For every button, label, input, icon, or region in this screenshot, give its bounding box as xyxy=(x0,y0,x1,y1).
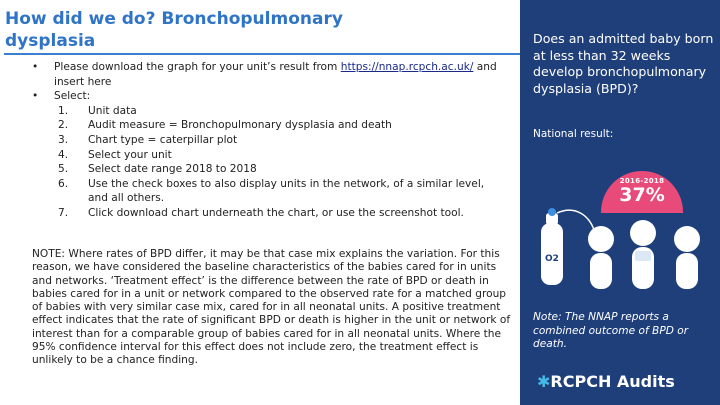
instructions-list xyxy=(32,60,507,221)
step-number: 1. xyxy=(58,104,69,117)
step-number: 6. xyxy=(58,177,69,190)
result-panel xyxy=(520,0,720,405)
slide-title: How did we do? Bronchopulmonary dysplasia xyxy=(5,9,343,51)
step-number: 5. xyxy=(58,163,69,176)
logo-text: RCPCH Audits xyxy=(550,372,675,391)
step-number: 3. xyxy=(58,133,69,146)
select-label: Select: xyxy=(54,90,91,103)
logo-star-icon: ✱ xyxy=(537,372,551,391)
step-item xyxy=(54,118,507,133)
baby-icon-2 xyxy=(630,220,656,289)
bullet: • xyxy=(32,90,39,103)
panel-question: Does an admitted baby born at less than 32 weeks develop bronchopulmonary dysplasia (BPD)? xyxy=(533,31,714,96)
badge-years: 2016-2018 xyxy=(619,177,665,185)
title-underline xyxy=(4,53,520,55)
step-text: Use the check boxes to also display units in the network, of a similar level, and all others. xyxy=(88,177,485,205)
cylinder-label: O2 xyxy=(545,254,559,264)
instruction-item-download xyxy=(32,60,507,89)
step-number: 7. xyxy=(58,206,69,219)
national-result-label: National result: xyxy=(533,128,614,140)
case-mix-note: NOTE: Where rates of BPD differ, it may be that case mix explains the variation. For this reason, we have considered the baseline characteristics of the babies cared for in units and networks. ‘Treatment effect’ is the difference between the rate of BPD or death in babies cared for in a unit or network compared to the observed rate for a matched group of babies with very similar case mix, cared for in all neonatal units. A positive treatment effect indicates that the rate of significant BPD or death is higher in the unit or network of interest than for a comparable group of babies cared for in all neonatal units. Where the 95% confidence interval for this effect does not include zero, the treatment effect is unlikely to be a chance finding. xyxy=(32,248,511,367)
nnap-link[interactable]: https://nnap.rcpch.ac.uk/ xyxy=(340,61,474,73)
step-item xyxy=(54,206,507,221)
step-item xyxy=(54,162,507,177)
step-text: Chart type = caterpillar plot xyxy=(88,133,238,146)
step-item xyxy=(54,177,507,206)
step-text: Select date range 2018 to 2018 xyxy=(88,163,257,176)
step-text: Unit data xyxy=(88,104,137,117)
steps-list xyxy=(54,104,507,221)
step-text: Select your unit xyxy=(88,148,172,161)
step-text: Audit measure = Bronchopulmonary dysplasia and death xyxy=(88,119,392,132)
step-item xyxy=(54,148,507,163)
bullet: • xyxy=(32,61,39,73)
step-item xyxy=(54,104,507,119)
instruction-tail: and insert here xyxy=(54,61,497,88)
instruction-text: Please download the graph for your unit’s result from xyxy=(54,61,341,73)
oxygen-cylinder-icon xyxy=(541,208,563,285)
step-item xyxy=(54,133,507,148)
step-number: 2. xyxy=(58,119,69,132)
baby-icon-1 xyxy=(588,226,614,289)
step-text: Click download chart underneath the chart, or use the screenshot tool. xyxy=(88,206,464,219)
babies-oxygen-illustration xyxy=(535,205,715,305)
oxygen-tube xyxy=(557,210,595,233)
badge-value: 37% xyxy=(619,184,665,206)
panel-note: Note: The NNAP reports a combined outcome of BPD or death. xyxy=(533,311,689,350)
baby-icon-3 xyxy=(674,226,700,289)
instruction-item-select xyxy=(32,89,507,220)
rcpch-logo xyxy=(537,372,675,391)
step-number: 4. xyxy=(58,148,69,161)
